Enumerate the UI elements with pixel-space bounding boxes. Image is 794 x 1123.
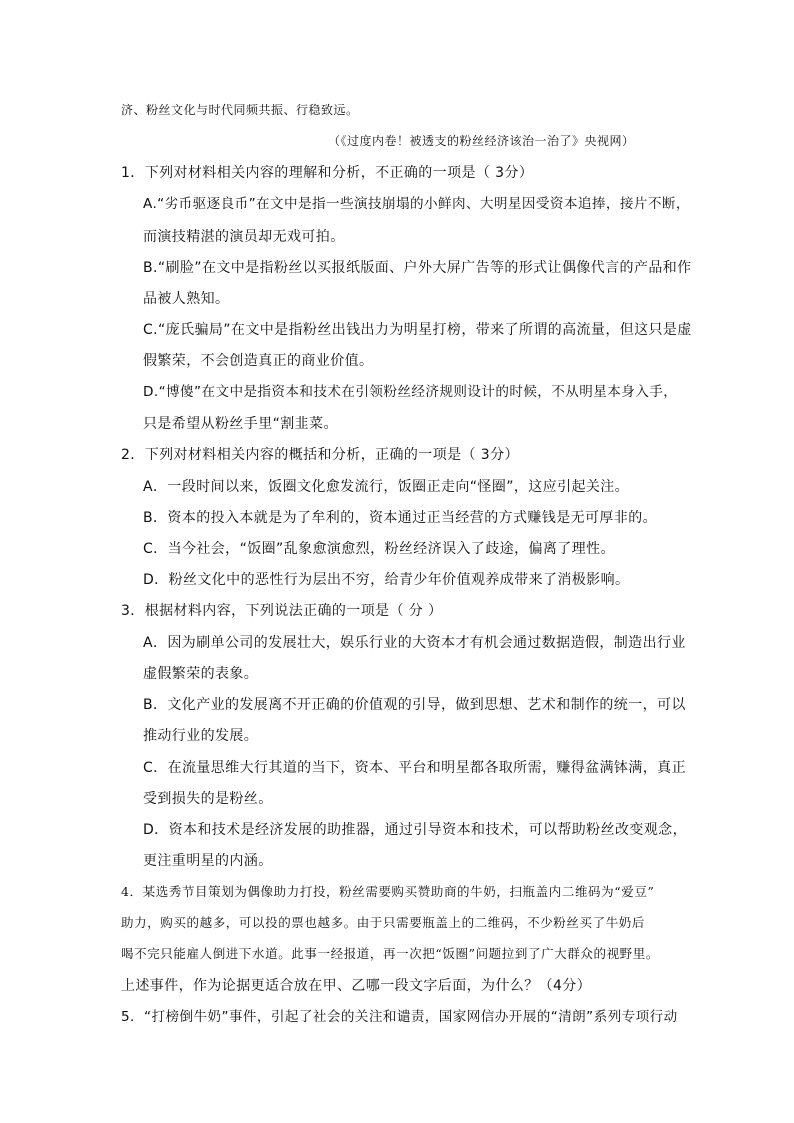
- question-3-stem: 3．根据材料内容，下列说法正确的一项是（ 分 ）: [121, 603, 443, 619]
- question-1-option-c-line2: 假繁荣，不会创造真正的商业价值。: [143, 353, 374, 369]
- question-1-option-a-line1: A.“劣币驱逐良币”在文中是指一些演技崩塌的小鲜肉、大明星因受资本追捧，接片不断，: [143, 196, 690, 212]
- question-2-option-a: A．一段时间以来，饭圈文化愈发流行，饭圈正走向“怪圈”，这应引起关注。: [143, 479, 630, 495]
- question-2-stem: 2．下列对材料相关内容的概括和分析，正确的一项是（ 3分）: [121, 447, 519, 463]
- question-4-line4: 上述事件，作为论据更适合放在甲、乙哪一段文字后面，为什么？（4分）: [121, 978, 592, 994]
- question-5-line1: 5．“打榜倒牛奶”事件，引起了社会的关注和谴责，国家网信办开展的“清朗”系列专项行动: [121, 1009, 678, 1025]
- question-2-option-d: D．粉丝文化中的恶性行为层出不穷，给青少年价值观养成带来了消极影响。: [143, 572, 630, 588]
- question-1-option-b-line2: 品被人熟知。: [143, 291, 230, 307]
- question-1-option-b-line1: B.“刷脸”在文中是指粉丝以买报纸版面、户外大屏广告等的形式让偶像代言的产品和作: [143, 260, 692, 276]
- question-1-stem: 1．下列对材料相关内容的理解和分析，不正确的一项是（ 3分）: [121, 165, 534, 181]
- question-1-option-c-line1: C.“庞氏骗局”在文中是指粉丝出钱出力为明星打榜，带来了所谓的高流量，但这只是虚: [143, 322, 692, 338]
- question-4-line1: 4．某选秀节目策划为偶像助力打投，粉丝需要购买赞助商的牛奶，扫瓶盖内二维码为“爱豆”: [121, 884, 655, 899]
- question-3-option-d-line2: 更注重明星的内涵。: [143, 853, 273, 869]
- question-3-option-a-line1: A．因为刷单公司的发展壮大，娱乐行业的大资本才有机会通过数据造假，制造出行业: [143, 635, 686, 651]
- question-1-option-d-line1: D.“博傻”在文中是指资本和技术在引领粉丝经济规则设计的时候，不从明星本身入手，: [143, 384, 678, 400]
- question-2-option-c: C．当今社会，“饭圈”乱象愈演愈烈，粉丝经济误入了歧途，偏离了理性。: [143, 541, 615, 557]
- question-3-option-c-line1: C．在流量思维大行其道的当下，资本、平台和明星都各取所需，赚得盆满钵满，真正: [143, 760, 686, 776]
- question-3-option-c-line2: 受到损失的是粉丝。: [143, 791, 273, 807]
- passage-source: （《过度内卷！被透支的粉丝经济该治一治了》央视网）: [328, 134, 635, 148]
- question-4-line3: 喝不完只能雇人倒进下水道。此事一经报道，再一次把“饭圈”问题拉到了广大群众的视野里。: [121, 946, 659, 961]
- question-3-option-a-line2: 虚假繁荣的表象。: [143, 666, 259, 682]
- question-4-line2: 助力，购买的越多，可以投的票也越多。由于只需要瓶盖上的二维码，不少粉丝买了牛奶后: [121, 915, 646, 930]
- question-3-option-b-line2: 推动行业的发展。: [143, 728, 259, 744]
- question-3-option-b-line1: B．文化产业的发展离不开正确的价值观的引导，做到思想、艺术和制作的统一，可以: [143, 697, 686, 713]
- question-1-option-d-line2: 只是希望从粉丝手里“割韭菜。: [143, 416, 338, 432]
- question-3-option-d-line1: D．资本和技术是经济发展的助推器，通过引导资本和技术，可以帮助粉丝改变观念，: [143, 822, 687, 838]
- passage-tail-line: 济、粉丝文化与时代同频共振、行稳致远。: [121, 103, 359, 117]
- question-1-option-a-line2: 而演技精湛的演员却无戏可拍。: [143, 229, 345, 245]
- question-2-option-b: B．资本的投入本就是为了牟利的，资本通过正当经营的方式赚钱是无可厚非的。: [143, 510, 658, 526]
